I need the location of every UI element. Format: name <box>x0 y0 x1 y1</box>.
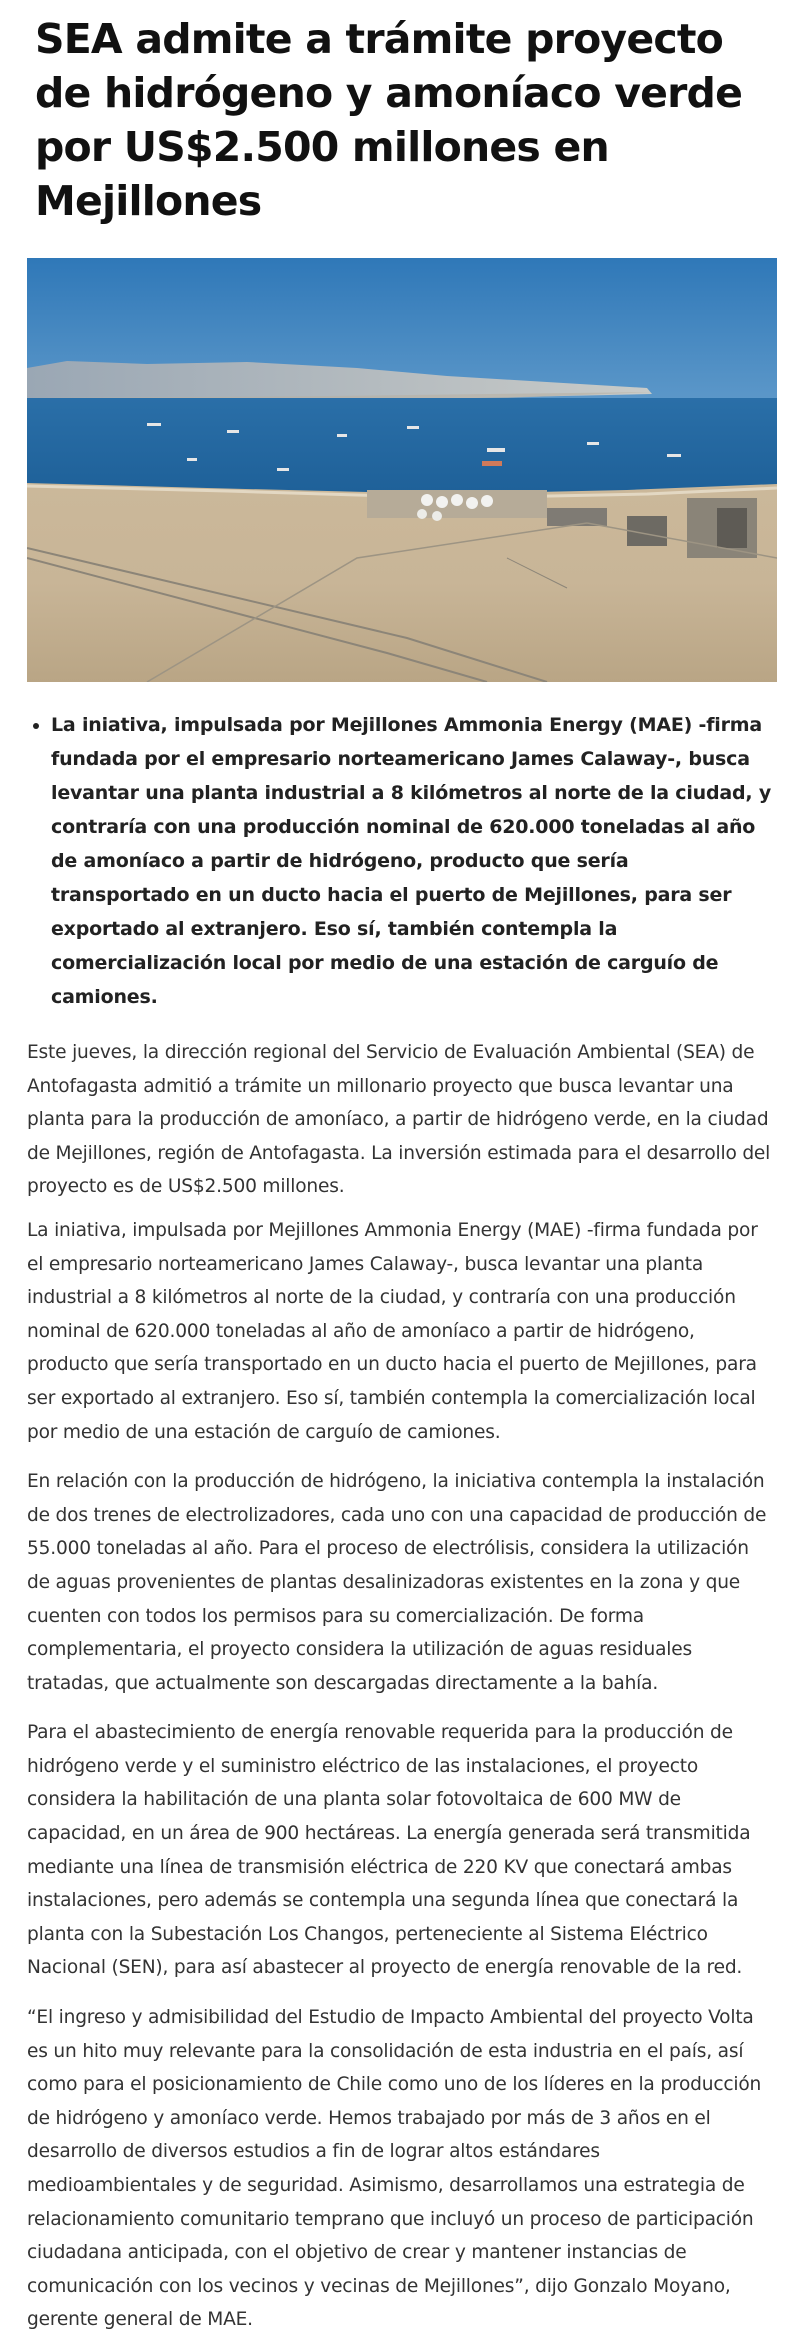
summary-bullet: • La iniativa, impulsada por Mejillones Ammonia Energy (MAE) -firma fundada por el empresario norteamericano James Calaway-, busca levantar una planta industrial a 8 kilómetros al norte de la ciudad, y contraría con una producción nominal de 620.000 toneladas al año de amoníaco a partir de hidrógeno, producto que sería transportado en un ducto hacia el puerto de Mejillones, para ser exportado al extranjero. Eso sí, también contempla la comercialización local por medio de una estación de carguío de camiones. <box>51 708 773 1014</box>
paragraph: Para el abastecimiento de energía renovable requerida para la producción de hidrógeno verde y el suministro eléctrico de las instalaciones, el proyecto considera la habilitación de una planta solar fotovoltaica de 600 MW de capacidad, en un área de 900 hectáreas. La energía generada será transmitida mediante una línea de transmisión eléctrica de 220 KV que conectará ambas instalaciones, pero además se contempla una segunda línea que conectará la planta con la Subestación Los Changos, perteneciente al Sistema Eléctrico Nacional (SEN), para así abastecer al proyecto de energía renovable de la red. <box>27 1722 751 1979</box>
paragraph: En relación con la producción de hidrógeno, la iniciativa contempla la instalación de dos trenes de electrolizadores, cada uno con una capacidad de producción de 55.000 toneladas al año. Para el proceso de electrólisis, considera la utilización de aguas provenientes de plantas desalinizadoras existentes en la zona y que cuenten con todos los permisos para su comercialización. De forma complementaria, el proyecto considera la utilización de aguas residuales tratadas, que actualmente son descargadas directamente a la bahía. <box>27 1471 767 1694</box>
paragraph: Este jueves, la dirección regional del Servicio de Evaluación Ambiental (SEA) de Antofagasta admitió a trámite un millonario proyecto que busca levantar una planta para la producción de amoníaco, a partir de hidrógeno verde, en la ciudad de Mejillones, región de Antofagasta. La inversión estimada para el desarrollo del proyecto es de US$2.500 millones. <box>27 1042 771 1198</box>
summary-list <box>27 708 773 1014</box>
article-body <box>27 1036 773 2337</box>
article-title: SEA admite a trámite proyecto de hidrógeno y amoníaco verde por US$2.500 millones en Mejillones <box>35 15 743 225</box>
paragraph: La iniativa, impulsada por Mejillones Ammonia Energy (MAE) -firma fundada por el empresario norteamericano James Calaway-, busca levantar una planta industrial a 8 kilómetros al norte de la ciudad, y contraría con una producción nominal de 620.000 toneladas al año de amoníaco a partir de hidrógeno, producto que sería transportado en un ducto hacia el puerto de Mejillones, para ser exportado al extranjero. Eso sí, también contempla la comercialización local por medio de una estación de carguío de camiones. <box>27 1219 758 1443</box>
hero-image <box>27 258 777 682</box>
paragraph: “El ingreso y admisibilidad del Estudio de Impacto Ambiental del proyecto Volta es un hito muy relevante para la consolidación de esta industria en el país, así como para el posicionamiento de Chile como uno de los líderes en la producción de hidrógeno y amoníaco verde. Hemos trabajado por más de 3 años en el desarrollo de diversos estudios a fin de lograr altos estándares medioambientales y de seguridad. Asimismo, desarrollamos una estrategia de relacionamiento comunitario temprano que incluyó un proceso de participación ciudadana anticipada, con el objetivo de crear y mantener instancias de comunicación con los vecinos y vecinas de Mejillones”, dijo Gonzalo Moyano, gerente general de MAE. <box>27 2007 762 2331</box>
